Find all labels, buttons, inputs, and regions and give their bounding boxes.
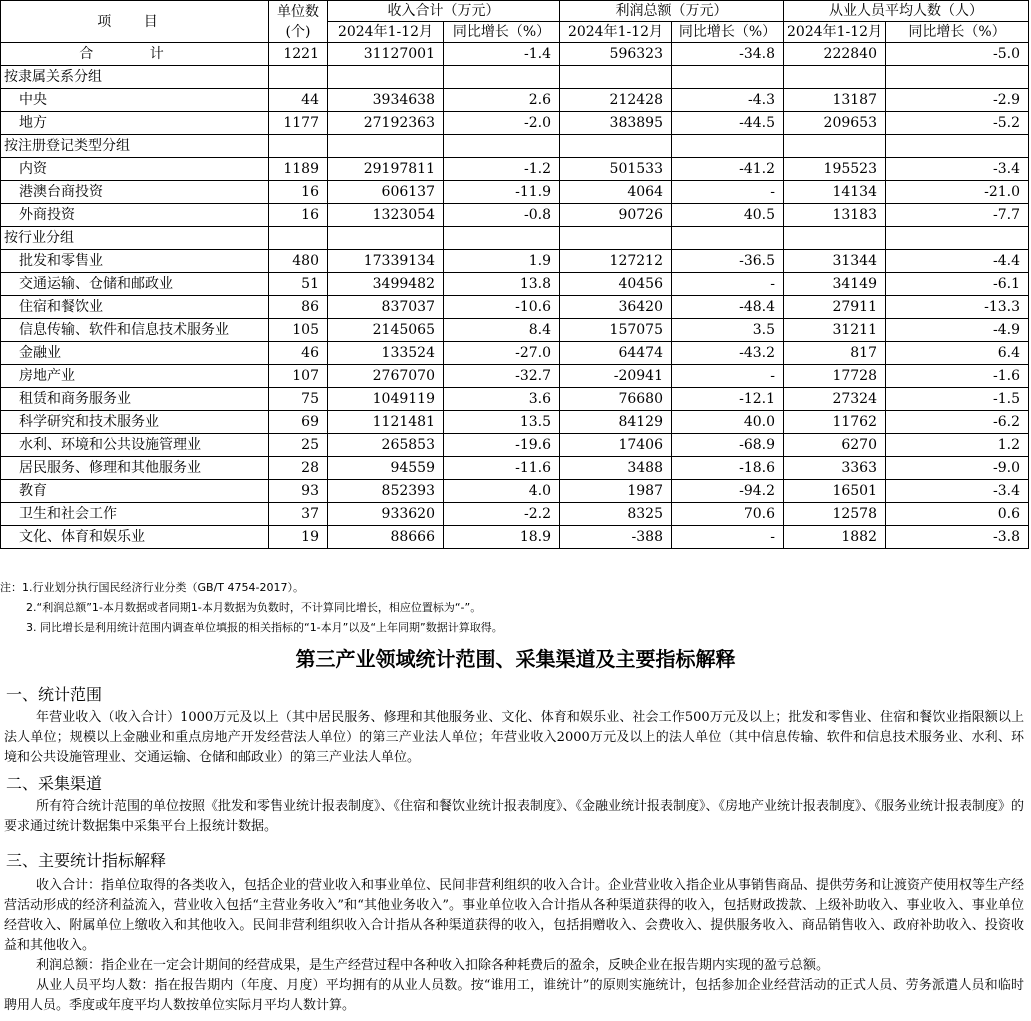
revenue-growth-cell: -1.2 [444,158,560,181]
group-label: 按行业分组 [1,227,269,250]
profit-cell [560,135,672,158]
employees-growth-cell: -9.0 [886,457,1029,480]
header-period: 2024年1-12月 [328,22,444,43]
profit-cell: 596323 [560,43,672,66]
employees-growth-cell: 1.2 [886,434,1029,457]
document-title: 第三产业领域统计范围、采集渠道及主要指标解释 [295,647,736,671]
revenue-growth-cell [444,227,560,250]
units-cell: 1221 [269,43,328,66]
revenue-cell: 31127001 [328,43,444,66]
employees-cell: 11762 [784,411,886,434]
units-cell [269,66,328,89]
section-scope-text: 年营业收入（收入合计）1000万元及以上（其中居民服务、修理和其他服务业、文化、体育和娱乐业、社会工作500万元及以上；批发和零售业、住宿和餐饮业指限额以上法人单位；规模以上金融业和重点房地产开发经营法人单位）的第三产业法人单位；年营业收入2000万元及以上的法人单位（其中信息传输、软件和信息技术服务业、水利、环境和公共设施管理业、交通运输、仓储和邮政业）的第三产业法人单位。 [4,710,1024,765]
units-cell [269,227,328,250]
row-label: 金融业 [1,342,269,365]
row-label: 居民服务、修理和其他服务业 [1,457,269,480]
profit-growth-cell: -48.4 [672,296,784,319]
profit-growth-cell: -41.2 [672,158,784,181]
employees-growth-cell [886,227,1029,250]
revenue-cell: 3934638 [328,89,444,112]
section-indicators-heading: 三、主要统计指标解释 [6,851,167,870]
employees-growth-cell [886,135,1029,158]
employees-cell: 222840 [784,43,886,66]
employees-cell: 3363 [784,457,886,480]
profit-growth-cell: - [672,273,784,296]
revenue-cell: 3499482 [328,273,444,296]
units-cell: 86 [269,296,328,319]
section-channel-heading: 二、采集渠道 [6,774,103,793]
profit-cell: 157075 [560,319,672,342]
employees-growth-cell: -3.8 [886,526,1029,549]
note-3: 3. 同比增长是利用统计范围内调查单位填报的相关指标的“1-本月”以及“上年同期”数据计算取得。 [26,621,503,634]
units-cell: 107 [269,365,328,388]
section-scope-heading: 一、统计范围 [6,685,103,704]
profit-growth-cell: 70.6 [672,503,784,526]
section-channel-text: 所有符合统计范围的单位按照《批发和零售业统计报表制度》、《住宿和餐饮业统计报表制度》、《金融业统计报表制度》、《房地产业统计报表制度》、《服务业统计报表制度》的要求通过统计数据集中采集平台上报统计数据。 [4,799,1025,834]
row-label: 住宿和餐饮业 [1,296,269,319]
header-units [269,1,328,43]
row-label: 地方 [1,112,269,135]
row-label: 港澳台商投资 [1,181,269,204]
units-cell: 44 [269,89,328,112]
indicator-revenue-text: 收入合计：指单位取得的各类收入，包括企业的营业收入和事业单位、民间非营利组织的收入合计。企业营业收入指企业从事销售商品、提供劳务和让渡资产使用权等生产经营活动形成的经济利益流入，营业收入包括“主营业务收入”和“其他业务收入”。事业单位收入合计指从各种渠道获得的收入，包括财政拨款、上级补助收入、事业收入、事业单位经营收入、附属单位上缴收入和其他收入。民间非营利组织收入合计指从各种渠道获得的收入，包括捐赠收入、会费收入、提供服务收入、商品销售收入、政府补助收入、投资收益和其他收入。 [4,878,1025,953]
group-row [1,66,1029,89]
revenue-cell: 933620 [328,503,444,526]
group-label: 按注册登记类型分组 [1,135,269,158]
note-1: 注：1.行业划分执行国民经济行业分类（GB/T 4754-2017）。 [0,581,304,594]
employees-growth-cell: -1.6 [886,365,1029,388]
table-row [1,181,1029,204]
revenue-cell: 27192363 [328,112,444,135]
table-row [1,388,1029,411]
profit-growth-cell: - [672,365,784,388]
indicator-profit-text: 利润总额：指企业在一定会计期间的经营成果，是生产经营过程中各种收入扣除各种耗费后的盈余，反映企业在报告期内实现的盈亏总额。 [36,958,830,973]
row-label: 交通运输、仓储和邮政业 [1,273,269,296]
revenue-growth-cell: -0.8 [444,204,560,227]
row-label: 文化、体育和娱乐业 [1,526,269,549]
employees-growth-cell: -21.0 [886,181,1029,204]
profit-cell: 212428 [560,89,672,112]
row-label: 房地产业 [1,365,269,388]
revenue-growth-cell: 2.6 [444,89,560,112]
employees-cell: 34149 [784,273,886,296]
profit-growth-cell: - [672,526,784,549]
profit-growth-cell [672,227,784,250]
revenue-cell: 88666 [328,526,444,549]
employees-growth-cell: -2.9 [886,89,1029,112]
row-label: 中央 [1,89,269,112]
header-period: 2024年1-12月 [560,22,672,43]
row-label: 批发和零售业 [1,250,269,273]
employees-growth-cell [886,66,1029,89]
profit-cell: 17406 [560,434,672,457]
header-period: 2024年1-12月 [784,22,886,43]
units-cell [269,135,328,158]
profit-growth-cell: -68.9 [672,434,784,457]
profit-growth-cell: -34.8 [672,43,784,66]
employees-growth-cell: -6.2 [886,411,1029,434]
employees-growth-cell: -5.0 [886,43,1029,66]
employees-cell: 31344 [784,250,886,273]
revenue-growth-cell: 1.9 [444,250,560,273]
employees-growth-cell: -7.7 [886,204,1029,227]
employees-cell: 817 [784,342,886,365]
table-row [1,503,1029,526]
revenue-cell: 852393 [328,480,444,503]
employees-cell [784,227,886,250]
employees-cell: 13187 [784,89,886,112]
profit-growth-cell: -43.2 [672,342,784,365]
profit-growth-cell [672,66,784,89]
profit-cell: -20941 [560,365,672,388]
table-row [1,296,1029,319]
revenue-cell: 837037 [328,296,444,319]
revenue-cell: 2767070 [328,365,444,388]
header-yoy: 同比增长（%） [444,22,560,43]
revenue-growth-cell: 8.4 [444,319,560,342]
total-row [1,43,1029,66]
employees-cell: 195523 [784,158,886,181]
profit-cell: 40456 [560,273,672,296]
profit-growth-cell: -12.1 [672,388,784,411]
employees-cell [784,135,886,158]
revenue-cell: 1323054 [328,204,444,227]
units-cell: 19 [269,526,328,549]
profit-cell: 501533 [560,158,672,181]
revenue-growth-cell: 13.8 [444,273,560,296]
units-cell: 1177 [269,112,328,135]
employees-growth-cell: 0.6 [886,503,1029,526]
profit-growth-cell: -94.2 [672,480,784,503]
revenue-growth-cell: 18.9 [444,526,560,549]
units-cell: 25 [269,434,328,457]
header-revenue: 收入合计（万元） [328,1,560,22]
profit-cell: -388 [560,526,672,549]
revenue-cell: 1049119 [328,388,444,411]
employees-cell: 12578 [784,503,886,526]
revenue-growth-cell: 4.0 [444,480,560,503]
profit-growth-cell: 3.5 [672,319,784,342]
profit-cell: 1987 [560,480,672,503]
note-2: 2.“利润总额”1-本月数据或者同期1-本月数据为负数时，不计算同比增长，相应位置标为“-”。 [26,601,482,614]
employees-growth-cell: -3.4 [886,480,1029,503]
table-notes [0,578,1031,638]
indicator-employees-text: 从业人员平均人数：指在报告期内（年度、月度）平均拥有的从业人员数。按“谁用工，谁统计”的原则实施统计，包括参加企业经营活动的正式人员、劳务派遣人员和临时聘用人员。季度或年度平均人数按单位实际月平均人数计算。 [4,978,1024,1013]
table-row [1,457,1029,480]
profit-growth-cell: 40.5 [672,204,784,227]
employees-growth-cell: -3.4 [886,158,1029,181]
profit-growth-cell: -36.5 [672,250,784,273]
units-cell: 93 [269,480,328,503]
revenue-cell: 17339134 [328,250,444,273]
revenue-cell: 1121481 [328,411,444,434]
employees-cell: 17728 [784,365,886,388]
revenue-cell [328,66,444,89]
header-units-line2: (个) [285,23,311,40]
row-label: 租赁和商务服务业 [1,388,269,411]
profit-cell [560,227,672,250]
profit-cell: 4064 [560,181,672,204]
group-row [1,135,1029,158]
table-row [1,319,1029,342]
row-label: 外商投资 [1,204,269,227]
units-cell: 480 [269,250,328,273]
units-cell: 105 [269,319,328,342]
revenue-cell: 29197811 [328,158,444,181]
employees-growth-cell: 6.4 [886,342,1029,365]
revenue-growth-cell: -10.6 [444,296,560,319]
units-cell: 75 [269,388,328,411]
employees-growth-cell: -13.3 [886,296,1029,319]
units-cell: 37 [269,503,328,526]
header-yoy: 同比增长（%） [672,22,784,43]
row-label: 卫生和社会工作 [1,503,269,526]
table-row [1,342,1029,365]
units-cell: 28 [269,457,328,480]
table-row [1,112,1029,135]
employees-cell: 27911 [784,296,886,319]
employees-growth-cell: -4.4 [886,250,1029,273]
units-cell: 46 [269,342,328,365]
profit-growth-cell: -4.3 [672,89,784,112]
revenue-growth-cell: -19.6 [444,434,560,457]
employees-cell: 209653 [784,112,886,135]
revenue-growth-cell: -11.9 [444,181,560,204]
revenue-growth-cell: 3.6 [444,388,560,411]
units-cell: 16 [269,204,328,227]
employees-cell: 6270 [784,434,886,457]
profit-growth-cell: -18.6 [672,457,784,480]
table-row [1,411,1029,434]
header-profit: 利润总额（万元） [560,1,784,22]
header-employees: 从业人员平均人数（人） [784,1,1029,22]
table-row [1,365,1029,388]
units-cell: 51 [269,273,328,296]
revenue-cell: 133524 [328,342,444,365]
revenue-cell: 94559 [328,457,444,480]
profit-cell: 127212 [560,250,672,273]
employees-cell: 13183 [784,204,886,227]
table-row [1,158,1029,181]
units-cell: 69 [269,411,328,434]
profit-cell: 76680 [560,388,672,411]
revenue-cell: 265853 [328,434,444,457]
profit-cell: 36420 [560,296,672,319]
revenue-cell [328,135,444,158]
revenue-growth-cell [444,66,560,89]
table-row [1,89,1029,112]
employees-growth-cell: -1.5 [886,388,1029,411]
table-row [1,526,1029,549]
profit-growth-cell: 40.0 [672,411,784,434]
row-label: 合 计 [1,43,269,66]
group-row [1,227,1029,250]
header-yoy: 同比增长（%） [886,22,1029,43]
table-row [1,273,1029,296]
employees-cell: 14134 [784,181,886,204]
profit-cell: 8325 [560,503,672,526]
units-cell: 16 [269,181,328,204]
revenue-cell [328,227,444,250]
profit-cell: 90726 [560,204,672,227]
revenue-cell: 606137 [328,181,444,204]
revenue-growth-cell: -32.7 [444,365,560,388]
profit-cell: 383895 [560,112,672,135]
revenue-growth-cell: -1.4 [444,43,560,66]
employees-growth-cell: -4.9 [886,319,1029,342]
profit-growth-cell: - [672,181,784,204]
group-label: 按隶属关系分组 [1,66,269,89]
table-row [1,434,1029,457]
revenue-growth-cell: -2.0 [444,112,560,135]
profit-growth-cell [672,135,784,158]
employees-growth-cell: -6.1 [886,273,1029,296]
row-label: 科学研究和技术服务业 [1,411,269,434]
header-units-line1: 单位数 [277,3,319,20]
revenue-cell: 2145065 [328,319,444,342]
table-row [1,250,1029,273]
revenue-growth-cell: -2.2 [444,503,560,526]
employees-growth-cell: -5.2 [886,112,1029,135]
profit-cell [560,66,672,89]
employees-cell: 31211 [784,319,886,342]
profit-cell: 3488 [560,457,672,480]
row-label: 水利、环境和公共设施管理业 [1,434,269,457]
revenue-growth-cell [444,135,560,158]
employees-cell [784,66,886,89]
table-body [1,43,1029,549]
units-cell: 1189 [269,158,328,181]
row-label: 内资 [1,158,269,181]
row-label: 信息传输、软件和信息技术服务业 [1,319,269,342]
profit-cell: 84129 [560,411,672,434]
employees-cell: 16501 [784,480,886,503]
table-row [1,204,1029,227]
revenue-growth-cell: 13.5 [444,411,560,434]
table-row [1,480,1029,503]
profit-growth-cell: -44.5 [672,112,784,135]
revenue-growth-cell: -11.6 [444,457,560,480]
header-item: 项 目 [1,1,269,43]
employees-cell: 27324 [784,388,886,411]
revenue-growth-cell: -27.0 [444,342,560,365]
employees-cell: 1882 [784,526,886,549]
profit-cell: 64474 [560,342,672,365]
row-label: 教育 [1,480,269,503]
